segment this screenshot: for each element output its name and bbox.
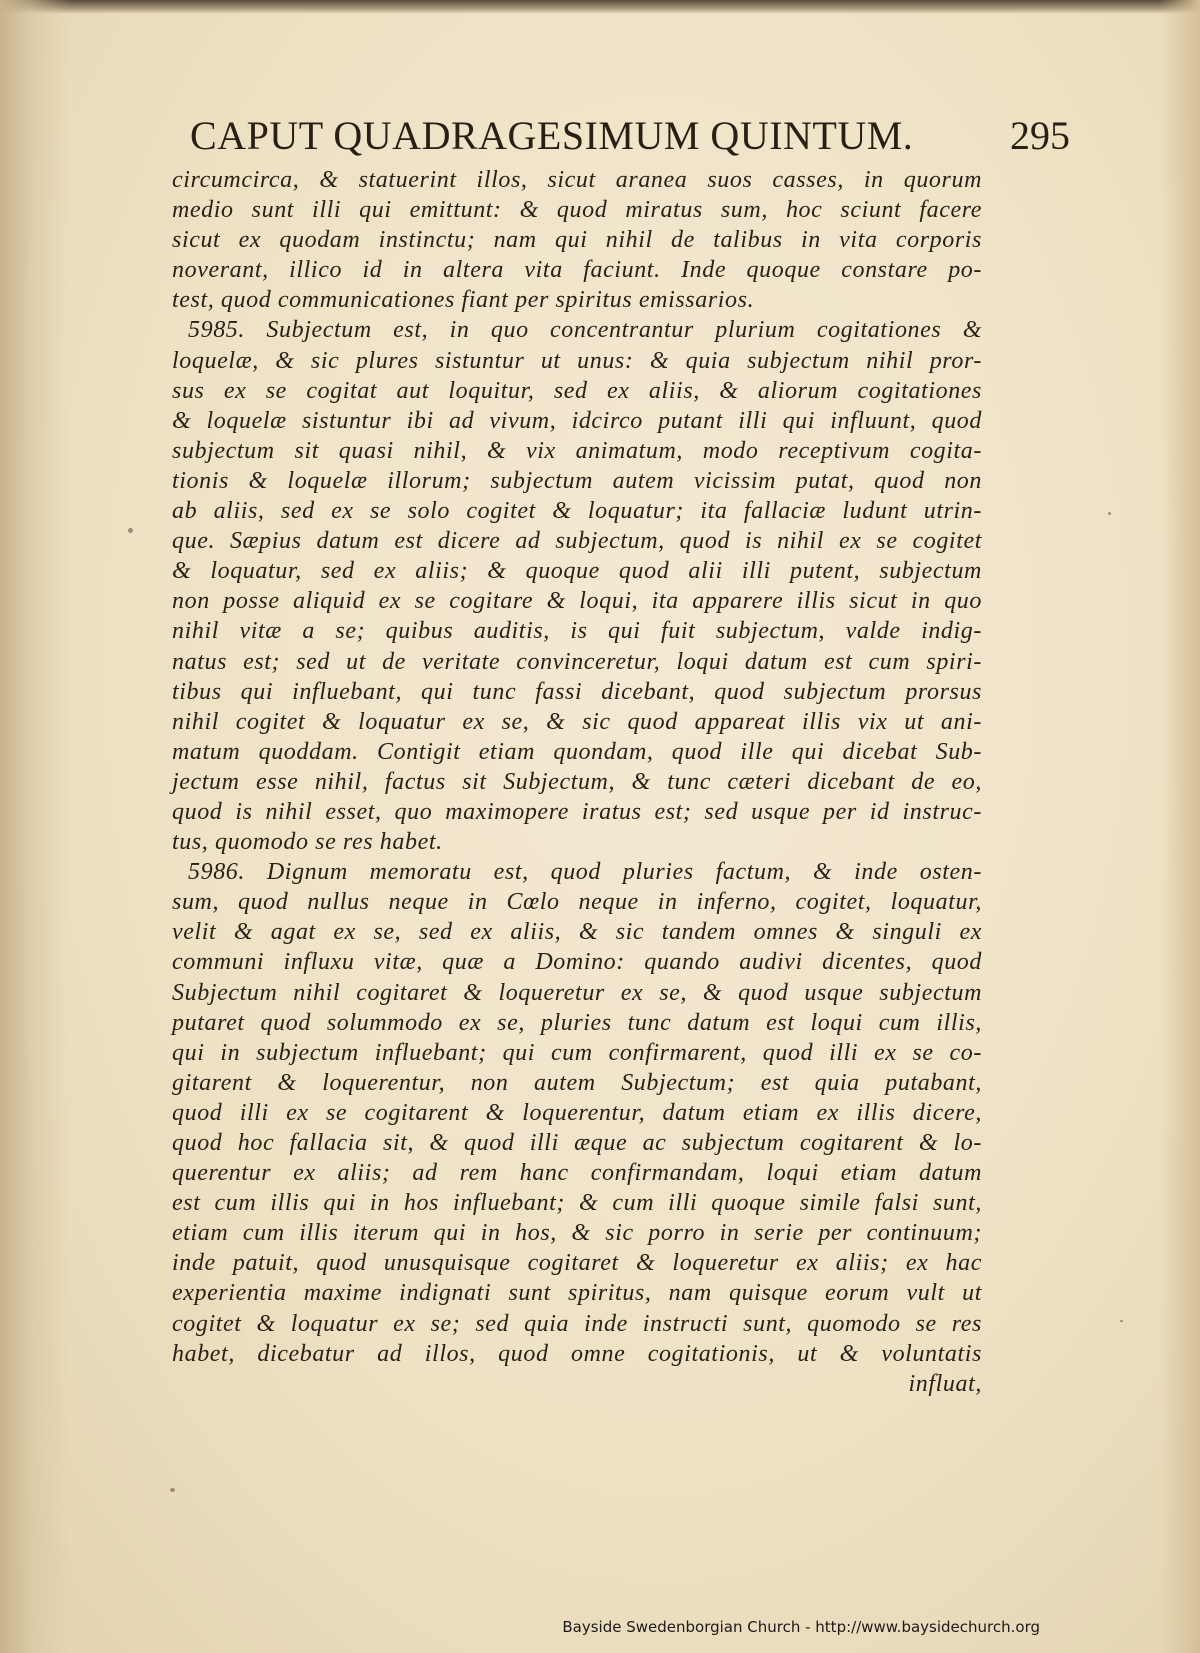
text-line: circumcirca, & statuerint illos, sicut aranea suos casses, in quorum xyxy=(172,167,982,193)
text-line: quod is nihil esset, quo maximopere iratus est; sed usque per id instruc- xyxy=(172,798,982,825)
text-line: subjectum sit quasi nihil, & vix animatum, modo receptivum cogita- xyxy=(172,437,982,464)
text-line: cogitet & loquatur ex se; sed quia inde instructi sunt, quomodo se res xyxy=(172,1310,982,1337)
catchword: influat, xyxy=(908,1370,982,1397)
paper-speck xyxy=(1120,1320,1123,1322)
text-line: quod illi ex se cogitarent & loquerentur, datum etiam ex illis dicere, xyxy=(172,1099,982,1126)
text-line: noverant, illico id in altera vita faciunt. Inde quoque constare po- xyxy=(172,257,982,284)
text-line: nihil vitæ a se; quibus auditis, is qui fuit subjectum, valde indig- xyxy=(172,618,982,645)
paper-speck xyxy=(128,528,133,533)
paper-speck xyxy=(170,1488,175,1492)
text-line: tibus qui influebant, qui tunc fassi dicebant, quod subjectum prorsus xyxy=(172,678,982,705)
watermark-footer: Bayside Swedenborgian Church - http://www.baysidechurch.org xyxy=(562,1618,1040,1636)
text-line: sum, quod nullus neque in Cœlo neque in inferno, cogitet, loquatur, xyxy=(172,889,982,916)
page-top-shadow xyxy=(0,0,1200,14)
text-line: communi influxu vitæ, quæ a Domino: quando audivi dicentes, quod xyxy=(172,949,982,976)
paragraph-5985-start: 5985. Subjectum est, in quo concentrantur plurium cogitationes & xyxy=(188,317,982,344)
body-text xyxy=(172,165,982,1399)
text-line: matum quoddam. Contigit etiam quondam, quod ille qui dicebat Sub- xyxy=(172,738,982,765)
page-header xyxy=(190,112,1070,172)
text-line: gitarent & loquerentur, non autem Subjectum; est quia putabant, xyxy=(172,1069,982,1096)
text-line: velit & agat ex se, sed ex aliis, & sic tandem omnes & singuli ex xyxy=(172,919,982,946)
text-line: experientia maxime indignati sunt spiritus, nam quisque eorum vult ut xyxy=(172,1280,982,1307)
text-line: tionis & loquelæ illorum; subjectum autem vicissim putat, quod non xyxy=(172,467,982,494)
text-line: ab aliis, sed ex se solo cogitet & loquatur; ita fallaciæ ludunt utrin- xyxy=(172,498,982,525)
text-line: que. Sæpius datum est dicere ad subjectum, quod is nihil ex se cogitet xyxy=(172,528,982,555)
paragraph-5986-start: 5986. Dignum memoratu est, quod pluries factum, & inde osten- xyxy=(188,859,982,886)
text-line: natus est; sed ut de veritate convinceretur, loqui datum est cum spiri- xyxy=(172,648,982,675)
text-line: sus ex se cogitat aut loquitur, sed ex aliis, & aliorum cogitationes xyxy=(172,377,982,404)
text-line: non posse aliquid ex se cogitare & loqui, ita apparere illis sicut in quo xyxy=(172,588,982,615)
text-line: quod hoc fallacia sit, & quod illi æque ac subjectum cogitarent & lo- xyxy=(172,1130,982,1156)
text-line: jectum esse nihil, factus sit Subjectum, & tunc cæteri dicebant de eo, xyxy=(172,768,982,795)
text-line: est cum illis qui in hos influebant; & cum illi quoque simile falsi sunt, xyxy=(172,1190,982,1217)
text-line: & loquelæ sistuntur ibi ad vivum, idcirco putant illi qui influunt, quod xyxy=(172,407,982,434)
text-line: inde patuit, quod unusquisque cogitaret & loqueretur ex aliis; ex hac xyxy=(172,1250,982,1277)
text-line: nihil cogitet & loquatur ex se, & sic quod appareat illis vix ut ani- xyxy=(172,708,982,735)
text-line: medio sunt illi qui emittunt: & quod miratus sum, hoc sciunt facere xyxy=(172,197,982,224)
text-line: test, quod communicationes fiant per spiritus emissarios. xyxy=(172,287,755,314)
page-number: 295 xyxy=(1010,113,1070,158)
text-line: habet, dicebatur ad illos, quod omne cogitationis, ut & voluntatis xyxy=(172,1340,982,1367)
page-right-edge xyxy=(1160,0,1200,1653)
text-line: qui in subjectum influebant; qui cum confirmarent, quod illi ex se co- xyxy=(172,1039,982,1066)
text-line: putaret quod solummodo ex se, pluries tunc datum est loqui cum illis, xyxy=(172,1009,982,1036)
text-line: etiam cum illis iterum qui in hos, & sic porro in serie per continuum; xyxy=(172,1220,982,1247)
binding-gutter-shadow xyxy=(0,0,70,1653)
running-head: CAPUT QUADRAGESIMUM QUINTUM. xyxy=(190,113,914,158)
text-line: Subjectum nihil cogitaret & loqueretur ex se, & quod usque subjectum xyxy=(172,979,982,1006)
paper-speck xyxy=(1108,512,1111,515)
text-line: querentur ex aliis; ad rem hanc confirmandam, loqui etiam datum xyxy=(172,1160,982,1187)
text-line: tus, quomodo se res habet. xyxy=(172,829,443,856)
text-line: sicut ex quodam instinctu; nam qui nihil de talibus in vita corporis xyxy=(172,227,982,254)
text-line: loquelæ, & sic plures sistuntur ut unus: & quia subjectum nihil pror- xyxy=(172,347,982,374)
text-line: & loquatur, sed ex aliis; & quoque quod alii illi putent, subjectum xyxy=(172,558,982,585)
